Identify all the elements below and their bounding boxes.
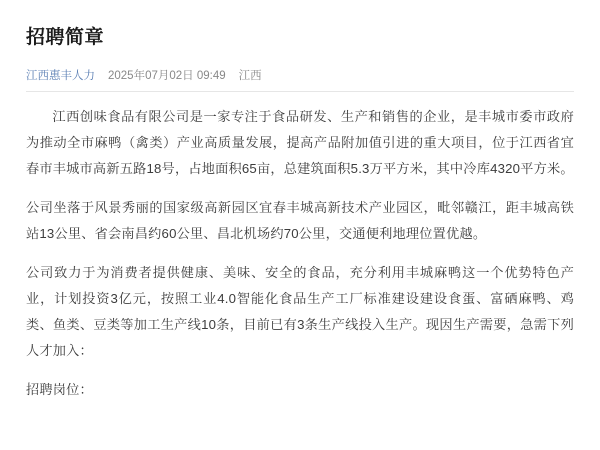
meta-datetime: 2025年07月02日 09:49	[108, 69, 226, 82]
page-title: 招聘简章	[26, 27, 105, 48]
body-paragraph: 江西创味食品有限公司是一家专注于食品研发、生产和销售的企业，是丰城市委市政府为推动全市麻鸭（禽类）产业高质量发展，提高产品附加值引进的重大项目，位于江西省宜春市丰城市高新五路18号，占地面积65亩，总建筑面积5.3万平方米，其中冷库4320平方米。	[26, 108, 574, 176]
article-body	[26, 104, 574, 403]
meta-region: 江西	[238, 69, 262, 82]
body-paragraph: 公司致力于为消费者提供健康、美味、安全的食品，充分利用丰城麻鸭这一个优势特色产业，计划投资3亿元，按照工业4.0智能化食品生产工厂标准建设建设食蛋、富硒麻鸭、鸡类、鱼类、豆类等加工生产线10条，目前已有3条生产线投入生产。现因生产需要，急需下列人才加入：	[26, 264, 574, 358]
header-divider	[26, 91, 574, 92]
body-paragraph: 招聘岗位：	[26, 381, 93, 397]
article-meta	[26, 67, 574, 83]
body-paragraph: 公司坐落于风景秀丽的国家级高新园区宜春丰城高新技术产业园区，毗邻赣江，距丰城高铁站13公里、省会南昌约60公里、昌北机场约70公里，交通便利地理位置优越。	[26, 199, 574, 241]
meta-source[interactable]: 江西惠丰人力	[26, 69, 95, 82]
